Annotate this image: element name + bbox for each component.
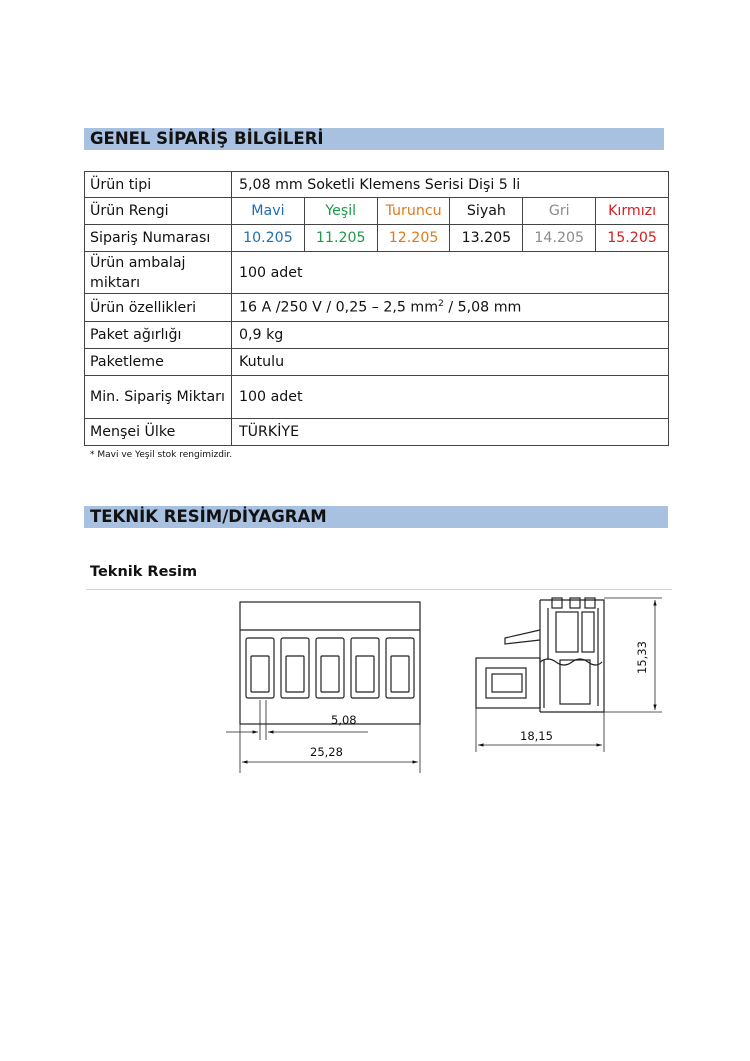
table-row (85, 225, 669, 252)
product-specs-value (232, 294, 669, 322)
front-view (240, 602, 420, 724)
specs-text-tail: / 5,08 mm (443, 299, 522, 316)
row-label: Ürün Rengi (85, 198, 232, 225)
color-gri: Gri (523, 198, 596, 225)
front-socket-openings (246, 638, 414, 698)
table-row (85, 252, 669, 294)
color-kirmizi: Kırmızı (596, 198, 669, 225)
row-label: Ürün özellikleri (85, 294, 232, 322)
side-latch (505, 630, 540, 644)
front-body-outline (240, 602, 420, 724)
product-type-value: 5,08 mm Soketli Klemens Serisi Dişi 5 li (232, 172, 669, 198)
order-number: 10.205 (232, 225, 305, 252)
order-info-table (84, 171, 669, 446)
stock-color-footnote: * Mavi ve Yeşil stok rengimizdir. (90, 450, 233, 460)
section-title-technical-drawing: TEKNİK RESİM/DİYAGRAM (84, 506, 668, 528)
table-row (85, 376, 669, 419)
order-number: 12.205 (377, 225, 450, 252)
side-dimensions (476, 598, 662, 752)
color-siyah: Siyah (450, 198, 523, 225)
table-row (85, 294, 669, 322)
order-number: 11.205 (304, 225, 377, 252)
order-number: 15.205 (596, 225, 669, 252)
height-dimension-label: 15,33 (635, 641, 649, 674)
depth-dimension-label: 18,15 (520, 729, 553, 743)
front-dimensions (226, 700, 420, 773)
table-row (85, 172, 669, 198)
order-number: 13.205 (450, 225, 523, 252)
package-weight-value: 0,9 kg (232, 322, 669, 349)
row-label: Ürün tipi (85, 172, 232, 198)
row-label: Ürün ambalaj miktarı (85, 252, 232, 294)
width-dimension-label: 25,28 (310, 745, 343, 759)
color-mavi: Mavi (232, 198, 305, 225)
specs-superscript: 2 (438, 299, 444, 310)
table-row (85, 419, 669, 446)
section-title-order-info: GENEL SİPARİŞ BİLGİLERİ (84, 128, 664, 150)
drawing-subtitle: Teknik Resim (90, 564, 198, 580)
origin-country-value: TÜRKİYE (232, 419, 669, 446)
table-row (85, 198, 669, 225)
color-turuncu: Turuncu (377, 198, 450, 225)
table-row (85, 322, 669, 349)
row-label: Paketleme (85, 349, 232, 376)
table-row (85, 349, 669, 376)
packaging-value: Kutulu (232, 349, 669, 376)
row-label: Menşei Ülke (85, 419, 232, 446)
color-yesil: Yeşil (304, 198, 377, 225)
row-label: Sipariş Numarası (85, 225, 232, 252)
row-label: Min. Sipariş Miktarı (85, 376, 232, 419)
pitch-dimension-label: 5,08 (331, 713, 357, 727)
technical-drawing (0, 590, 750, 780)
min-order-value: 100 adet (232, 376, 669, 419)
order-number: 14.205 (523, 225, 596, 252)
side-view (476, 598, 604, 712)
specs-text: 16 A /250 V / 0,25 – 2,5 mm (239, 299, 439, 316)
row-label: Paket ağırlığı (85, 322, 232, 349)
package-quantity-value: 100 adet (232, 252, 669, 294)
